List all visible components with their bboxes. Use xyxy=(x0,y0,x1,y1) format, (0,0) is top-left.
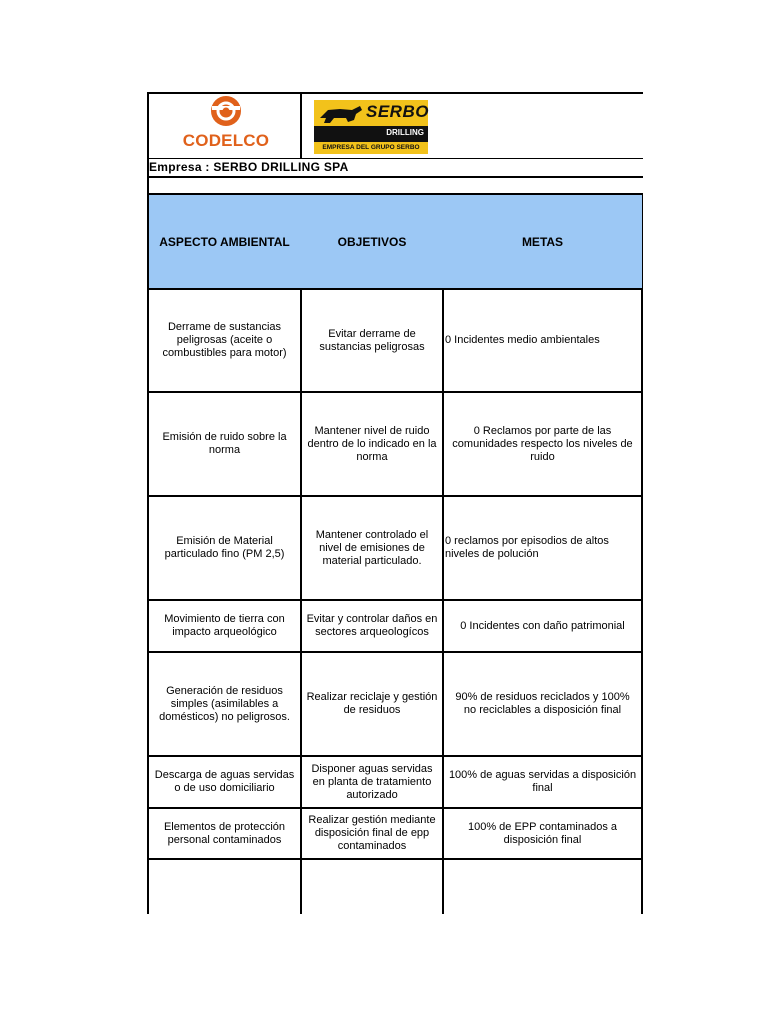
company-line: Empresa : SERBO DRILLING SPA xyxy=(149,160,349,174)
cell-aspecto: Movimiento de tierra con impacto arqueológico xyxy=(164,613,285,638)
serbo-logo xyxy=(314,100,428,154)
cell-meta: 0 Incidentes medio ambientales xyxy=(445,334,600,346)
cell-meta: 0 reclamos por episodios de altos niveles de polución xyxy=(445,535,609,560)
cell-objetivo: Mantener controlado el nivel de emisiones de material particulado. xyxy=(315,528,429,567)
header-aspecto: ASPECTO AMBIENTAL xyxy=(159,234,290,249)
cell-meta: 0 Incidentes con daño patrimonial xyxy=(460,619,625,632)
serbo-drilling-label: DRILLING xyxy=(386,128,424,137)
cell-objetivo: Realizar gestión mediante disposición final de epp contaminados xyxy=(308,814,436,852)
codelco-logo xyxy=(178,94,274,154)
header-metas: METAS xyxy=(521,234,564,249)
cell-aspecto: Generación de residuos simples (asimilables a domésticos) no peligrosos. xyxy=(159,684,290,723)
cell-objetivo: Disponer aguas servidas en planta de tratamiento autorizado xyxy=(311,762,433,801)
cell-meta: 0 Reclamos por parte de las comunidades respecto los niveles de ruido xyxy=(452,424,633,463)
cell-aspecto: Descarga de aguas servidas o de uso domiciliario xyxy=(154,769,295,794)
serbo-wordmark: SERBO xyxy=(366,102,429,121)
cell-meta: 100% de aguas servidas a disposición final xyxy=(448,769,637,794)
header-objetivos: OBJETIVOS xyxy=(337,234,407,249)
cell-meta xyxy=(444,860,641,914)
cell-aspecto: Elementos de protección personal contaminados xyxy=(163,820,286,846)
cell-objetivo: Realizar reciclaje y gestión de residuos xyxy=(306,691,438,716)
cell-objetivo xyxy=(302,860,442,914)
cell-objetivo: Evitar y controlar daños en sectores arqueologícos xyxy=(306,613,438,638)
grid-line xyxy=(147,158,643,159)
cell-objetivo: Mantener nivel de ruido dentro de lo indicado en la norma xyxy=(307,424,437,463)
codelco-emblem-icon xyxy=(178,94,274,134)
serbo-tagline: EMPRESA DEL GRUPO SERBO xyxy=(314,142,428,154)
bull-icon xyxy=(318,104,364,126)
cell-aspecto: Emisión de Material particulado fino (PM 2,5) xyxy=(164,535,285,560)
grid-line xyxy=(300,92,302,158)
cell-objetivo: Evitar derrame de sustancias peligrosas xyxy=(319,327,425,353)
cell-aspecto: Emisión de ruido sobre la norma xyxy=(162,431,287,456)
cell-aspecto xyxy=(149,860,300,914)
codelco-wordmark: CODELCO xyxy=(182,131,270,150)
grid-line xyxy=(147,176,643,178)
cell-meta: 100% de EPP contaminados a disposición final xyxy=(467,820,617,846)
cell-aspecto: Derrame de sustancias peligrosas (aceite o combustibles para motor) xyxy=(162,321,287,359)
cell-meta: 90% de residuos reciclados y 100% no reciclables a disposición final xyxy=(455,691,630,716)
grid-line xyxy=(641,193,643,914)
